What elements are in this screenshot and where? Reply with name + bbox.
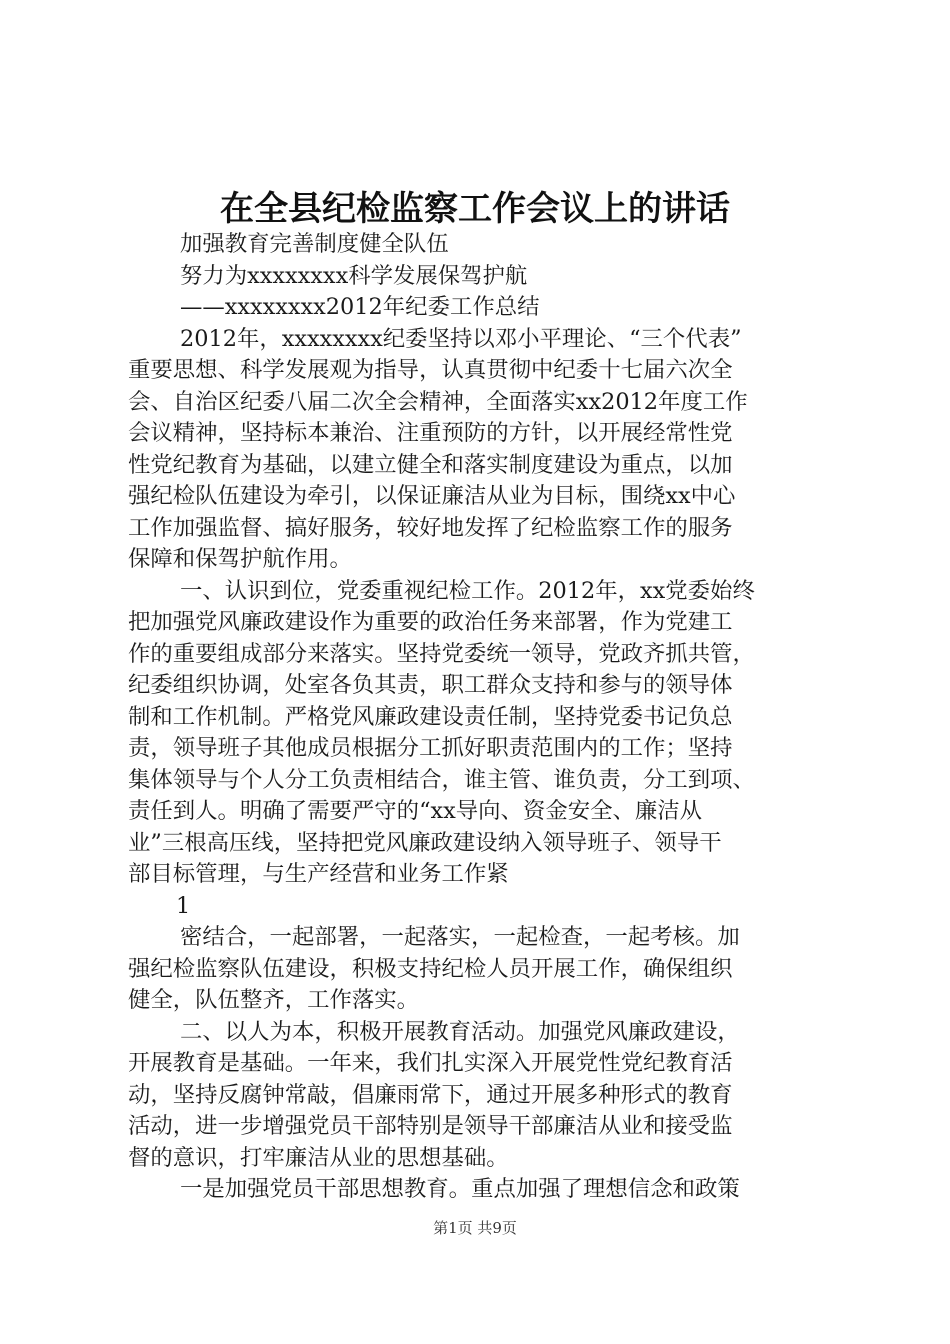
paragraph-line: 性党纪教育为基础，以建立健全和落实制度建设为重点，以加: [128, 451, 733, 478]
paragraph-line: 督的意识，打牢廉洁从业的思想基础。: [128, 1144, 509, 1171]
paragraph-line: 集体领导与个人分工负责相结合，谁主管、谁负责，分工到项、: [128, 766, 755, 793]
paragraph-line: 重要思想、科学发展观为指导，认真贯彻中纪委十七届六次全: [128, 357, 733, 383]
paragraph-line: 会、自治区纪委八届二次全会精神，全面落实xx2012年度工作: [128, 388, 748, 415]
paragraph-line: 纪委组织协调，处室各负其责，职工群众支持和参与的领导体: [128, 672, 733, 698]
paragraph-line: 一是加强党员干部思想教育。重点加强了理想信念和政策: [180, 1176, 740, 1202]
document-title: 在全县纪检监察工作会议上的讲话: [220, 189, 730, 229]
paragraph-line: 部目标管理，与生产经营和业务工作紧: [128, 861, 509, 887]
paragraph-line: 动，坚持反腐钟常敲，倡廉雨常下，通过开展多种形式的教育: [128, 1081, 733, 1108]
subtitle-line-1: 加强教育完善制度健全队伍: [180, 231, 449, 257]
paragraph-line: 二、以人为本，积极开展教育活动。加强党风廉政建设，: [180, 1018, 740, 1045]
paragraph-line: 会议精神，坚持标本兼治、注重预防的方针，以开展经常性党: [128, 420, 733, 446]
paragraph-line: 责任到人。明确了需要严守的“xx导向、资金安全、廉洁从: [128, 798, 703, 824]
paragraph-line: 强纪检队伍建设为牵引，以保证廉洁从业为目标，围绕xx中心: [128, 483, 736, 509]
paragraph-line: 责，领导班子其他成员根据分工抓好职责范围内的工作；坚持: [128, 735, 733, 761]
paragraph-line: 把加强党风廉政建设作为重要的政治任务来部署，作为党建工: [128, 609, 733, 635]
document-body: [128, 229, 828, 1206]
paragraph-line: 业”三根高压线，坚持把党风廉政建设纳入领导班子、领导干: [128, 829, 722, 856]
paragraph-line: 活动，进一步增强党员干部特别是领导干部廉洁从业和接受监: [128, 1113, 733, 1139]
page-footer: 第1页 共9页: [433, 1219, 517, 1237]
subtitle-line-2: 努力为xxxxxxxx科学发展保驾护航: [180, 262, 528, 289]
paragraph-line: 开展教育是基础。一年来，我们扎实深入开展党性党纪教育活: [128, 1050, 733, 1076]
paragraph-line: 作的重要组成部分来落实。坚持党委统一领导，党政齐抓共管，: [128, 640, 755, 667]
paragraph-line: 一、认识到位，党委重视纪检工作。2012年，xx党委始终: [180, 577, 755, 604]
paragraph-line: 健全，队伍整齐，工作落实。: [128, 987, 420, 1013]
paragraph-line: 制和工作机制。严格党风廉政建设责任制，坚持党委书记负总: [128, 703, 733, 730]
paragraph-line: 保障和保驾护航作用。: [128, 546, 352, 572]
paragraph-line: 密结合，一起部署，一起落实，一起检查，一起考核。加: [180, 924, 740, 950]
paragraph-line: 工作加强监督、搞好服务，较好地发挥了纪检监察工作的服务: [128, 514, 733, 541]
inline-page-number: 1: [176, 892, 191, 919]
paragraph-line: 强纪检监察队伍建设，积极支持纪检人员开展工作，确保组织: [128, 955, 733, 982]
subtitle-line-3: ——xxxxxxxx2012年纪委工作总结: [180, 294, 540, 320]
paragraph-line: 2012年，xxxxxxxx纪委坚持以邓小平理论、“三个代表”: [180, 325, 742, 352]
